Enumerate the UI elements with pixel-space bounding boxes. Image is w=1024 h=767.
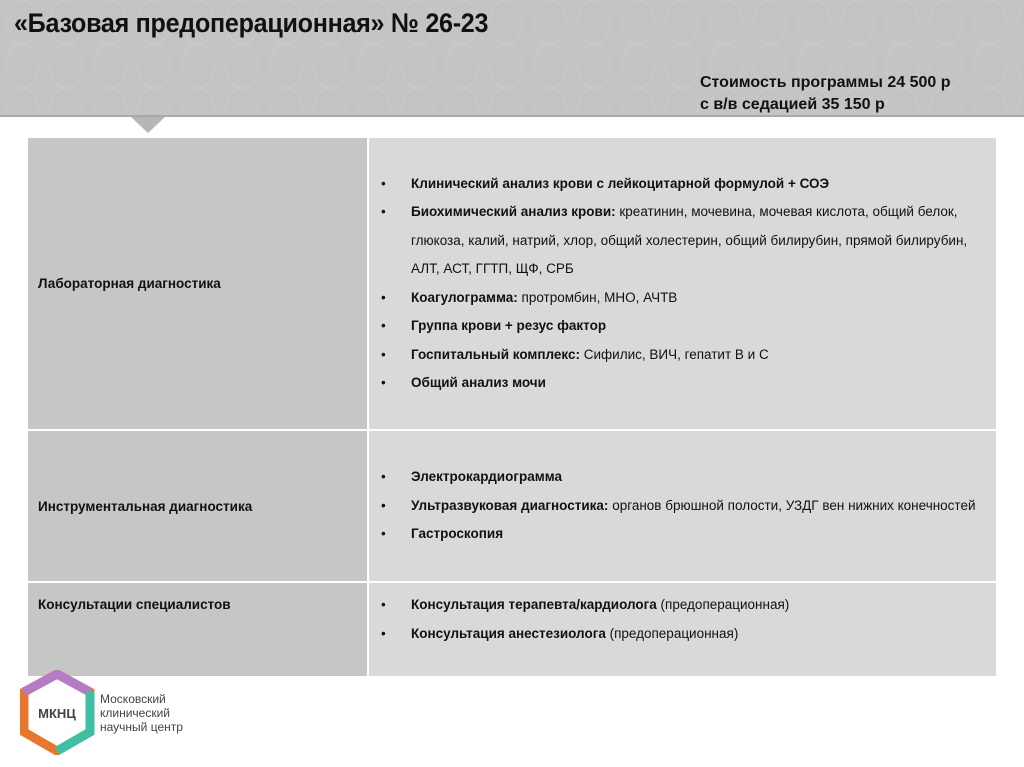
logo-line: научный центр [100, 720, 183, 734]
item-detail: креатинин, мочевина, мочевая кислота, общий белок, глюкоза, калий, натрий, хлор, общий холестерин, общий билирубин, прямой билирубин, АЛТ, АСТ, ГГТП, ЩФ, СРБ [411, 204, 968, 276]
list-item [381, 492, 986, 521]
row-category: Инструментальная диагностика [28, 430, 368, 582]
logo-abbr: МКНЦ [38, 706, 76, 721]
item-list [381, 591, 986, 648]
row-category: Консультации специалистов [28, 582, 368, 677]
item-title: Гастроскопия [411, 526, 504, 542]
table-row [28, 430, 996, 582]
price-base: Стоимость программы 24 500 р [700, 74, 951, 91]
item-detail: протромбин, МНО, АЧТВ [517, 289, 678, 305]
list-item [381, 198, 986, 284]
row-category: Лабораторная диагностика [28, 138, 368, 430]
list-item [381, 520, 986, 549]
table-row [28, 582, 996, 677]
logo-line: Московский [100, 692, 166, 706]
item-title: Коагулограмма: [411, 289, 518, 305]
item-title: Клинический анализ крови с лейкоцитарной формулой + СОЭ [411, 175, 830, 191]
item-title: Общий анализ мочи [411, 375, 546, 390]
logo-line: клинический [100, 706, 171, 720]
item-detail: (предоперационная) [605, 625, 739, 641]
program-table [28, 138, 996, 678]
header-pointer [131, 117, 165, 133]
price-block [700, 72, 950, 116]
item-title: Госпитальный комплекс: [411, 346, 581, 362]
list-item [381, 312, 986, 341]
item-title: Электрокардиограмма [411, 469, 563, 485]
list-item [381, 620, 986, 649]
list-item [381, 369, 986, 398]
mknc-logo [20, 670, 95, 755]
list-item [381, 341, 986, 370]
item-title: Консультация терапевта/кардиолога [411, 597, 657, 612]
item-list [381, 463, 986, 549]
item-title: Группа крови + резус фактор [411, 318, 607, 333]
list-item [381, 170, 986, 199]
item-detail: Сифилис, ВИЧ, гепатит В и С [580, 346, 769, 362]
list-item [381, 591, 986, 620]
price-sedation: с в/в седацией 35 150 р [700, 96, 885, 113]
logo-text [100, 692, 183, 734]
page-title: «Базовая предоперационная» № 26-23 [14, 8, 489, 38]
table-row [28, 138, 996, 430]
list-item [381, 463, 986, 492]
item-detail: органов брюшной полости, УЗДГ вен нижних конечностей [608, 497, 976, 513]
item-title: Биохимический анализ крови: [411, 204, 616, 219]
item-title: Ультразвуковая диагностика: [411, 497, 609, 513]
item-detail: (предоперационная) [656, 597, 790, 612]
list-item [381, 284, 986, 313]
item-title: Консультация анестезиолога [411, 625, 606, 641]
item-list [381, 170, 986, 398]
